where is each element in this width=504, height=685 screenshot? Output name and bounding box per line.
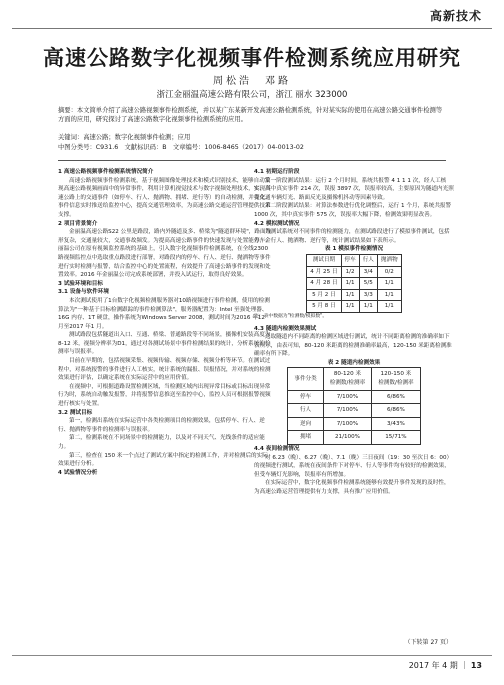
table1-note: 注：表中数据为"检测数/模拟数"。 [254, 313, 328, 319]
table-cell: 拥堵 [288, 431, 323, 445]
page-number: 13 [470, 661, 482, 670]
paper-authors: 周松浩 邓路 [213, 76, 291, 87]
body-paragraph: 第三，检查在 150 米一个点过了测试方案中指定的检测工作，并对检测后的实际效果进行分析。 [58, 452, 268, 468]
section-heading: 2 项目背景简介 [58, 220, 98, 227]
table-cell: 5 月 8 日 [307, 301, 341, 313]
table-cell: 1/1 [341, 278, 359, 290]
right-column [254, 168, 454, 497]
section-heading: 4 试验情况分析 [58, 469, 98, 476]
body-paragraph: 第一阶段测试结果：运行 2 个月时间，系统共报警 4 1 1 1 次，经人工核实，其中真实事件 214 次，误报 3897 次，误报率较高，主要原因为隧道内光照变化、车辆灯光、路面反光及摄像机抖动等因素导致。 [254, 177, 454, 201]
table-row [307, 301, 401, 313]
table-cell: 1/1 [377, 278, 401, 290]
table-cell: 逆向 [288, 417, 323, 431]
table-header-row [307, 254, 401, 266]
section-heading: 3 试验环境和目标 [58, 280, 103, 287]
table2-caption: 表 2 隧道内检测效果 [327, 359, 381, 366]
table-cell: 1/1 [341, 289, 359, 301]
section-heading: 4.3 隧道内检测效果测试 [254, 325, 317, 332]
section-heading: 3.2 测试目标 [58, 409, 93, 416]
table-row [307, 278, 401, 290]
right-column-top [254, 168, 454, 220]
table-cell: 停车 [288, 390, 323, 404]
table-cell: 1/1 [341, 301, 359, 313]
paper-title: 高速公路数字化视频事件检测系统应用研究 [43, 46, 461, 70]
classification-line: 中图分类号：C931.6 文献标识码：B 文章编号：1006-8465（2017）04-0013-02 [58, 144, 304, 151]
table1 [306, 254, 401, 313]
body-paragraph: 对 6.23（晚）、6.27（晚）、7.1（晚）三日夜间（19：30 至次日 6：00）的视频进行测试，系统在夜间条件下对停车、行人等事件均有较好的检测效果，但受车辆灯光影响，误报率有所增加。 [254, 454, 453, 478]
table-row [288, 390, 420, 404]
table-cell: 1/1 [377, 289, 401, 301]
page-footer: 2017 年 4 期 ｜ 13 [408, 661, 482, 670]
table-row [288, 404, 420, 418]
section-heading: 4.4 夜间检测情况 [254, 446, 300, 453]
footer-divider [12, 655, 492, 656]
table-row [288, 431, 420, 445]
table-header-cell: 停车 [341, 254, 359, 266]
section-heading: 4.1 初期运行阶段 [254, 169, 300, 175]
table-header-cell: 抛洒物 [377, 254, 401, 266]
table-header-cell: 测试日期 [307, 254, 341, 266]
left-column [58, 168, 272, 477]
body-paragraph: 在视频中，可根据道路设置检测区域，当检测区域内出现异常目标或目标出现异常行为时，系统自动触发报警，并将报警信息推送至监控中心，监控人员可根据报警视频进行核实与处置。 [58, 383, 271, 408]
section-heading: 4.2 模拟测试情况 [254, 220, 300, 227]
table-header-cell: 80-120 米 检测数/检测率 [323, 368, 371, 390]
body-paragraph: 在实际运营中，数字化视频事件检测系统能够有效提升事件发现的及时性，为高速公路运营管理提供有力支撑，具有推广应用价值。 [254, 480, 450, 495]
table-row [307, 289, 401, 301]
body-paragraph: 目前在早期的，包括视频采集、视频传输、视频存储、视频分析等环节。在测试过程中，对系统报警的事件进行人工核实，统计系统的漏报、误报情况，并对系统的检测效果进行评估，以确定系统在实际运营中的应用价值。 [58, 358, 271, 382]
table-cell: 1/1 [359, 301, 377, 313]
right-column-end [254, 445, 454, 497]
table-cell: 1/1 [377, 301, 401, 313]
body-paragraph: 第二，检测系统在不同场景中的检测能力，以及对不同天气、光线条件的适应能力。 [58, 435, 265, 450]
body-paragraph: 金丽温高速公路S22 公里是路段，路内外隧道及多、桥梁为"隧道群环境"，路面线形复杂，交通量较大，交通事故频发。为提高高速公路事件的快速发现与处置能力，金丽温公司在原有视频监控系统的基础上，引入数字化视频事件检测系统，在全线2300 路视频监控点中选取重点路段进行部署，对路段内的停车、行人、逆行、抛洒物等事件进行实时检测与报警，结合监控中心的处置流程，有效提升了高速公路事件的发现和处置效率。2016 年金丽温公司完成系统部署，并投入试运行，取得良好效果。 [58, 229, 272, 279]
table-cell: 3/4 [359, 266, 377, 278]
table-cell: 15/71% [372, 431, 420, 445]
journal-header [0, 0, 504, 30]
journal-section-label: 高新技术 [429, 9, 482, 23]
table-cell: 7/100% [323, 417, 371, 431]
abstract-divider [58, 160, 446, 161]
section-heading: 3.1 设备与软件环境 [58, 289, 110, 296]
paper-affiliation: 浙江金丽温高速公路有限公司，浙江 丽水 323000 [156, 90, 348, 100]
body-paragraph: 本次测试使用了1台数字化视频检测服务器对10路视频进行事件检测，使用的检测算法为"一种基于目标检测跟踪的事件检测算法"，服务器配置为：Intel 至强处理器、16G 内存、1T 硬盘，操作系统为Windows Server 2008，测试时间为2016 年12 月至2017 年1 月。 [58, 297, 270, 330]
table-cell: 6/86% [372, 390, 420, 404]
table1-caption: 表 1 模拟事件检测情况 [324, 246, 384, 253]
table-cell: 5 月 2 日 [307, 289, 341, 301]
body-paragraph: 第二阶段测试结果：对算法参数进行优化调整后，运行 1 个月，系统共报警 1000 次，其中真实事件 575 次，误报率大幅下降，检测效果明显改善。 [254, 203, 452, 218]
table-header-row [288, 368, 420, 390]
continued-note: （下转第 27 页） [404, 639, 452, 646]
section-heading: 1 高速公路视频事件检测系统情况简介 [58, 169, 154, 175]
table-header-cell: 行人 [359, 254, 377, 266]
keywords: 关键词：高速公路；数字化视频事件检测；应用 [58, 134, 191, 141]
table-header-cell: 120-150 米 检测数/检测率 [372, 368, 420, 390]
table-row [307, 266, 401, 278]
table-cell: 1/2 [341, 266, 359, 278]
issue-label: 2017 年 4 期 [408, 661, 458, 670]
table-cell: 5/5 [359, 278, 377, 290]
table-cell: 7/100% [323, 390, 371, 404]
header-divider [12, 28, 492, 29]
table-cell: 0/2 [377, 266, 401, 278]
table-row [288, 417, 420, 431]
table-cell: 4 月 28 日 [307, 278, 341, 290]
table-cell: 21/100% [323, 431, 371, 445]
right-column-low [254, 325, 454, 359]
body-paragraph: 测试路段包括隧道出入口、互通、桥梁、普通路段等不同场景，摄像机安装高度为8-12 米，视频分辨率为D1，通过对各测试场景中事件检测结果的统计，分析系统的检测率与误报率。 [58, 332, 271, 356]
abstract: 摘要：本文简单介绍了高速公路视频事件检测系统，并以某广东某新开发高速公路检测系统，针对某实际的使用在高速公路交通事件检测等方面的应用，研究探讨了高速公路数字化视频事件检测系统的应用。 [58, 107, 443, 123]
right-column-mid [254, 220, 454, 246]
table-cell: 3/43% [372, 417, 420, 431]
table2 [287, 367, 420, 445]
body-paragraph: 高速公路视频事件检测系统，基于视频图像处理技术和模式识别技术，能够自动发现高速公路视频画面中的异常事件，利用计算机视觉技术与数字视频处理技术，实现高速公路上的交通事件（如停车、行人、抛洒物、拥堵、逆行等）的自动检测，并将交通事件信息实时推送给监控中心，提高交通管理效率，为高速公路交通运营管理提供技术支撑。 [58, 177, 271, 218]
table-cell: 4 月 25 日 [307, 266, 341, 278]
body-paragraph: 为测试系统对不同事件的检测能力，在测试路段进行了模拟事件测试，包括停车、行人、抛洒物、逆行等，统计测试结果如下表所示。 [254, 229, 450, 244]
body-paragraph: 选取隧道内不同距离的检测区域进行测试，统计不同距离检测的准确率如下表所示，由表可知，80-120 米距离的检测准确率最高，120-150 米距离检测准确率有所下降。 [254, 334, 452, 358]
table-cell: 6/86% [372, 404, 420, 418]
table-cell: 7/100% [323, 404, 371, 418]
table-header-cell: 事件分类 [288, 368, 323, 390]
table-cell: 3/3 [359, 289, 377, 301]
table-cell: 行人 [288, 404, 323, 418]
body-paragraph: 第一，检测出系统在实际运营中各类检测项目的检测效果，包括停车、行人、逆行、抛洒物等事件的检测率与误报率。 [58, 418, 265, 433]
